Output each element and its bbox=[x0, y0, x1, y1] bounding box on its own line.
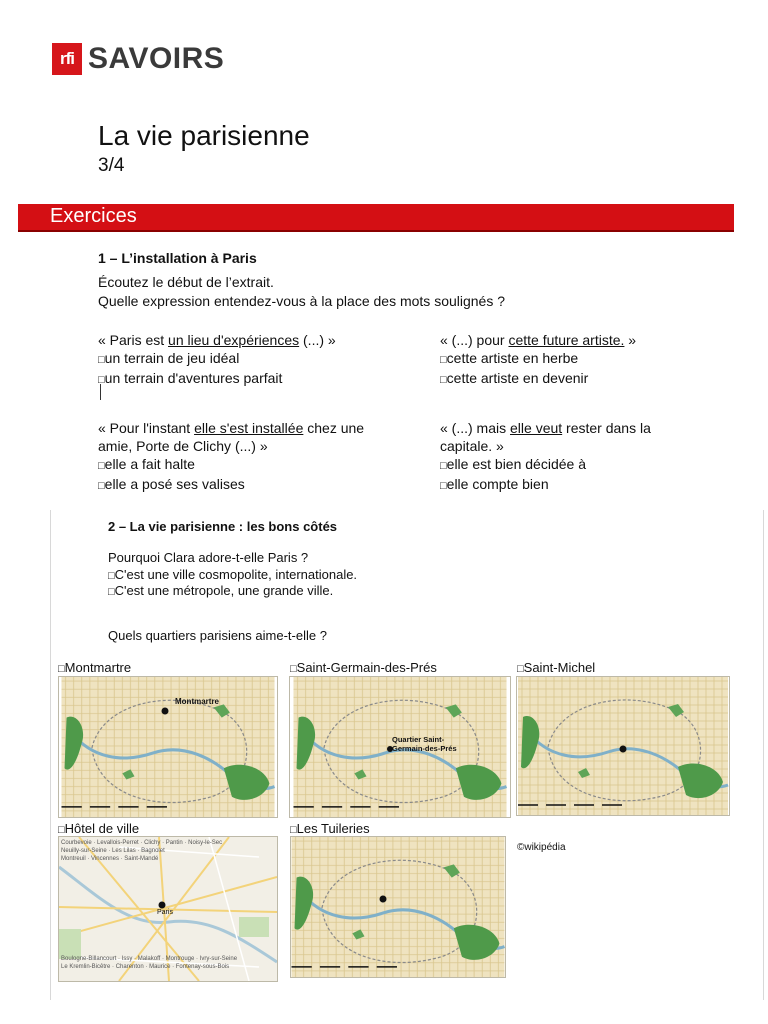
map-label-montmartre[interactable]: □ Montmartre bbox=[58, 660, 131, 675]
question-2-prompt: « (...) pour cette future artiste. » bbox=[440, 332, 637, 348]
paris-map-image bbox=[291, 837, 505, 977]
question-3-option-2[interactable]: □ elle a posé ses valises bbox=[98, 475, 398, 495]
exercise-1-title: 1 – L’installation à Paris bbox=[98, 250, 257, 266]
map-marker bbox=[380, 896, 387, 903]
question-1-prompt: « Paris est un lieu d'expériences (...) » bbox=[98, 332, 336, 348]
map-tuileries bbox=[290, 836, 506, 978]
question-4 bbox=[440, 419, 690, 495]
exercise-2-question-2: Quels quartiers parisiens aime-t-elle ? bbox=[108, 628, 327, 643]
question-4-option-2[interactable]: □ elle compte bien bbox=[440, 475, 690, 495]
question-3-prompt: « Pour l'instant elle s'est installée chez une amie, Porte de Clichy (...) » bbox=[98, 420, 365, 454]
question-2-option-2[interactable]: □ cette artiste en devenir bbox=[440, 369, 740, 389]
exercise-2-question-1: Pourquoi Clara adore-t-elle Paris ? bbox=[108, 550, 309, 565]
question-1 bbox=[98, 331, 418, 389]
question-4-prompt: « (...) mais elle veut rester dans la capitale. » bbox=[440, 420, 651, 454]
question-3 bbox=[98, 419, 398, 495]
exercise-2-option-2[interactable]: □ C'est une métropole, une grande ville. bbox=[108, 583, 333, 600]
section-banner bbox=[18, 204, 734, 232]
map-label-saint-michel[interactable]: □ Saint-Michel bbox=[517, 660, 595, 675]
map-marker bbox=[162, 708, 169, 715]
paris-map-image bbox=[517, 677, 729, 815]
question-3-option-1[interactable]: □ elle a fait halte bbox=[98, 455, 398, 475]
question-1-option-1[interactable]: □ un terrain de jeu idéal bbox=[98, 349, 418, 369]
question-4-option-1[interactable]: □ elle est bien décidée à bbox=[440, 455, 690, 475]
rfi-savoirs-logo bbox=[52, 42, 224, 76]
page-title: La vie parisienne bbox=[98, 120, 310, 151]
image-credit: ©wikipédia bbox=[517, 842, 566, 853]
street-labels: Courbevoie · Levallois-Perret · Clichy · Pantin · Noisy-le-Sec Neuilly-sur-Seine · Les Lilas · Bagnolet Montreuil · Vincennes · Saint-Mandé bbox=[61, 840, 223, 862]
map-label-hotel-de-ville[interactable]: □ Hôtel de ville bbox=[58, 821, 139, 836]
exercise-1-instruction-1: Écoutez le début de l’extrait. bbox=[98, 274, 274, 290]
map-marker bbox=[620, 746, 627, 753]
map-label-tuileries[interactable]: □ Les Tuileries bbox=[290, 821, 370, 836]
question-2-option-1[interactable]: □ cette artiste en herbe bbox=[440, 349, 740, 369]
savoirs-wordmark: SAVOIRS bbox=[88, 42, 225, 75]
question-1-option-2[interactable]: □ un terrain d'aventures parfait bbox=[98, 369, 418, 389]
map-hotel-de-ville bbox=[58, 836, 278, 982]
banner-label: Exercices bbox=[50, 205, 137, 227]
map-marker-label: Montmartre bbox=[175, 697, 220, 706]
rfi-badge: rfi bbox=[52, 43, 82, 75]
exercise-2-option-1[interactable]: □ C'est une ville cosmopolite, internationale. bbox=[108, 567, 357, 584]
map-saint-germain bbox=[289, 676, 511, 818]
exercise-1-instruction-2: Quelle expression entendez-vous à la place des mots soulignés ? bbox=[98, 293, 506, 309]
map-marker bbox=[159, 902, 166, 909]
map-montmartre bbox=[58, 676, 278, 818]
page-subtitle: 3/4 bbox=[98, 155, 125, 176]
text-cursor bbox=[100, 384, 101, 400]
map-marker-label: Quartier Saint-Germain-des-Prés bbox=[392, 735, 457, 753]
paris-map-image bbox=[59, 677, 277, 817]
street-labels-bottom: Boulogne-Billancourt · Issy · Malakoff · Montrouge · Ivry-sur-Seine Le Kremlin-Bicêtre · Charenton · Maurice · Fontenay-sous-Bois bbox=[61, 956, 238, 970]
question-2 bbox=[440, 331, 740, 389]
map-saint-michel bbox=[516, 676, 730, 816]
map-label-saint-germain[interactable]: □ Saint-Germain-des-Prés bbox=[290, 660, 437, 675]
exercise-2-title: 2 – La vie parisienne : les bons côtés bbox=[108, 519, 338, 534]
map-marker-label: Paris bbox=[157, 909, 173, 916]
